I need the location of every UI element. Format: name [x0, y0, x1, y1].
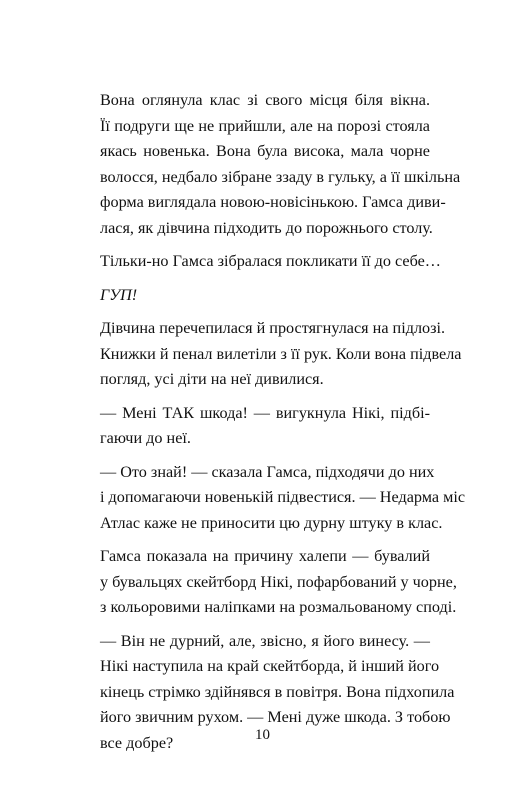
text-line: Атлас каже не приносити цю дурну штуку в клас.: [100, 513, 443, 532]
text-line: у бувальцях скейтборд Нікі, пофарбований у чорне,: [100, 572, 457, 591]
text-line: лася, як дівчина підходить до порожнього столу.: [100, 218, 433, 237]
text-line: — Ото знай! — сказала Гамса, підходячи до них: [100, 462, 435, 481]
text-line: Її подруги ще не прийшли, але на порозі стояла: [100, 116, 430, 135]
text-line: все добре?: [100, 733, 174, 752]
text-line: Гамса показала на причину халепи — бувалий: [100, 547, 430, 565]
text-line: — Він не дурний, але, звісно, я його винесу. —: [100, 631, 430, 650]
text-line: погляд, усі діти на неї дивилися.: [100, 370, 324, 388]
text-line-emphasis: ГУП!: [100, 285, 138, 304]
text-line: з кольоровими наліпками на розмальованому споді.: [100, 598, 457, 616]
text-line: і допомагаючи новенькій підвестися. — Недарма міс: [100, 488, 466, 506]
text-line: Вона оглянула клас зі свого місця біля вікна.: [100, 91, 430, 109]
body-text: [100, 88, 466, 756]
text-line: якась новенька. Вона була висока, мала чорне: [100, 142, 430, 160]
text-line: кінець стрімко здійнявся в повітря. Вона підхопила: [100, 682, 455, 701]
text-line: гаючи до неї.: [100, 429, 191, 447]
text-line: його звичним рухом. — Мені дуже шкода. З тобою: [100, 708, 451, 726]
text-line: — Мені ТАК шкода! — вигукнула Нікі, підбі-: [100, 403, 430, 422]
text-line: Книжки й пенал вилетіли з її рук. Коли вона підвела: [100, 344, 462, 363]
text-line: Дівчина перечепилася й простягнулася на підлозі.: [100, 319, 446, 337]
text-line: Нікі наступила на край скейтборда, й інший його: [100, 657, 440, 675]
text-line: Тільки-но Гамса зібралася покликати її до себе…: [100, 252, 441, 270]
text-line: волосся, недбало зібране ззаду в гульку, а її шкільна: [100, 167, 461, 186]
page-number: 10: [255, 727, 270, 743]
text-line: форма виглядала новою-новісінькою. Гамса диви-: [100, 193, 446, 211]
